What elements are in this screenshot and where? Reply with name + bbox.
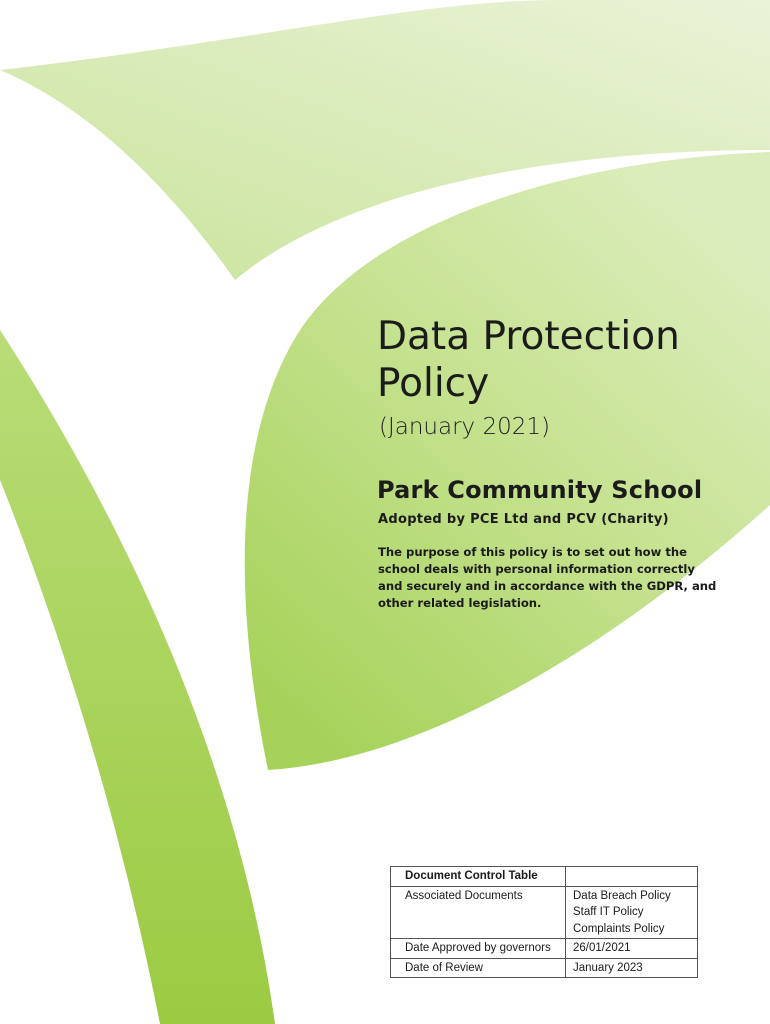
associated-document: Data Breach Policy — [573, 889, 671, 902]
adopted-by: Adopted by PCE Ltd and PCV (Charity) — [378, 512, 669, 527]
row-value: January 2023 — [566, 958, 698, 978]
title-line-1: Data Protection — [377, 314, 680, 359]
associated-document: Complaints Policy — [573, 922, 665, 935]
row-value: 26/01/2021 — [566, 939, 698, 959]
row-label: Associated Documents — [391, 886, 566, 939]
table-row — [391, 867, 698, 887]
school-name: Park Community School — [377, 476, 703, 504]
row-label: Date Approved by governors — [391, 939, 566, 959]
table-heading: Document Control Table — [391, 867, 566, 887]
associated-document: Staff IT Policy — [573, 906, 644, 918]
document-control-table — [390, 866, 698, 978]
table-cell — [566, 867, 698, 887]
table-row — [391, 939, 698, 959]
purpose-statement: The purpose of this policy is to set out how the school deals with personal information correctly and securely and in accordance with the GDPR, and other related legislation. — [378, 545, 717, 610]
main-leaf-shape — [245, 152, 770, 770]
page-title — [377, 313, 737, 407]
row-label: Date of Review — [391, 958, 566, 978]
left-stem-curve — [0, 330, 275, 1024]
table-row — [391, 886, 698, 939]
title-line-2: Policy — [377, 361, 490, 406]
row-value — [566, 886, 698, 939]
table-row — [391, 958, 698, 978]
policy-date: (January 2021) — [379, 414, 550, 440]
